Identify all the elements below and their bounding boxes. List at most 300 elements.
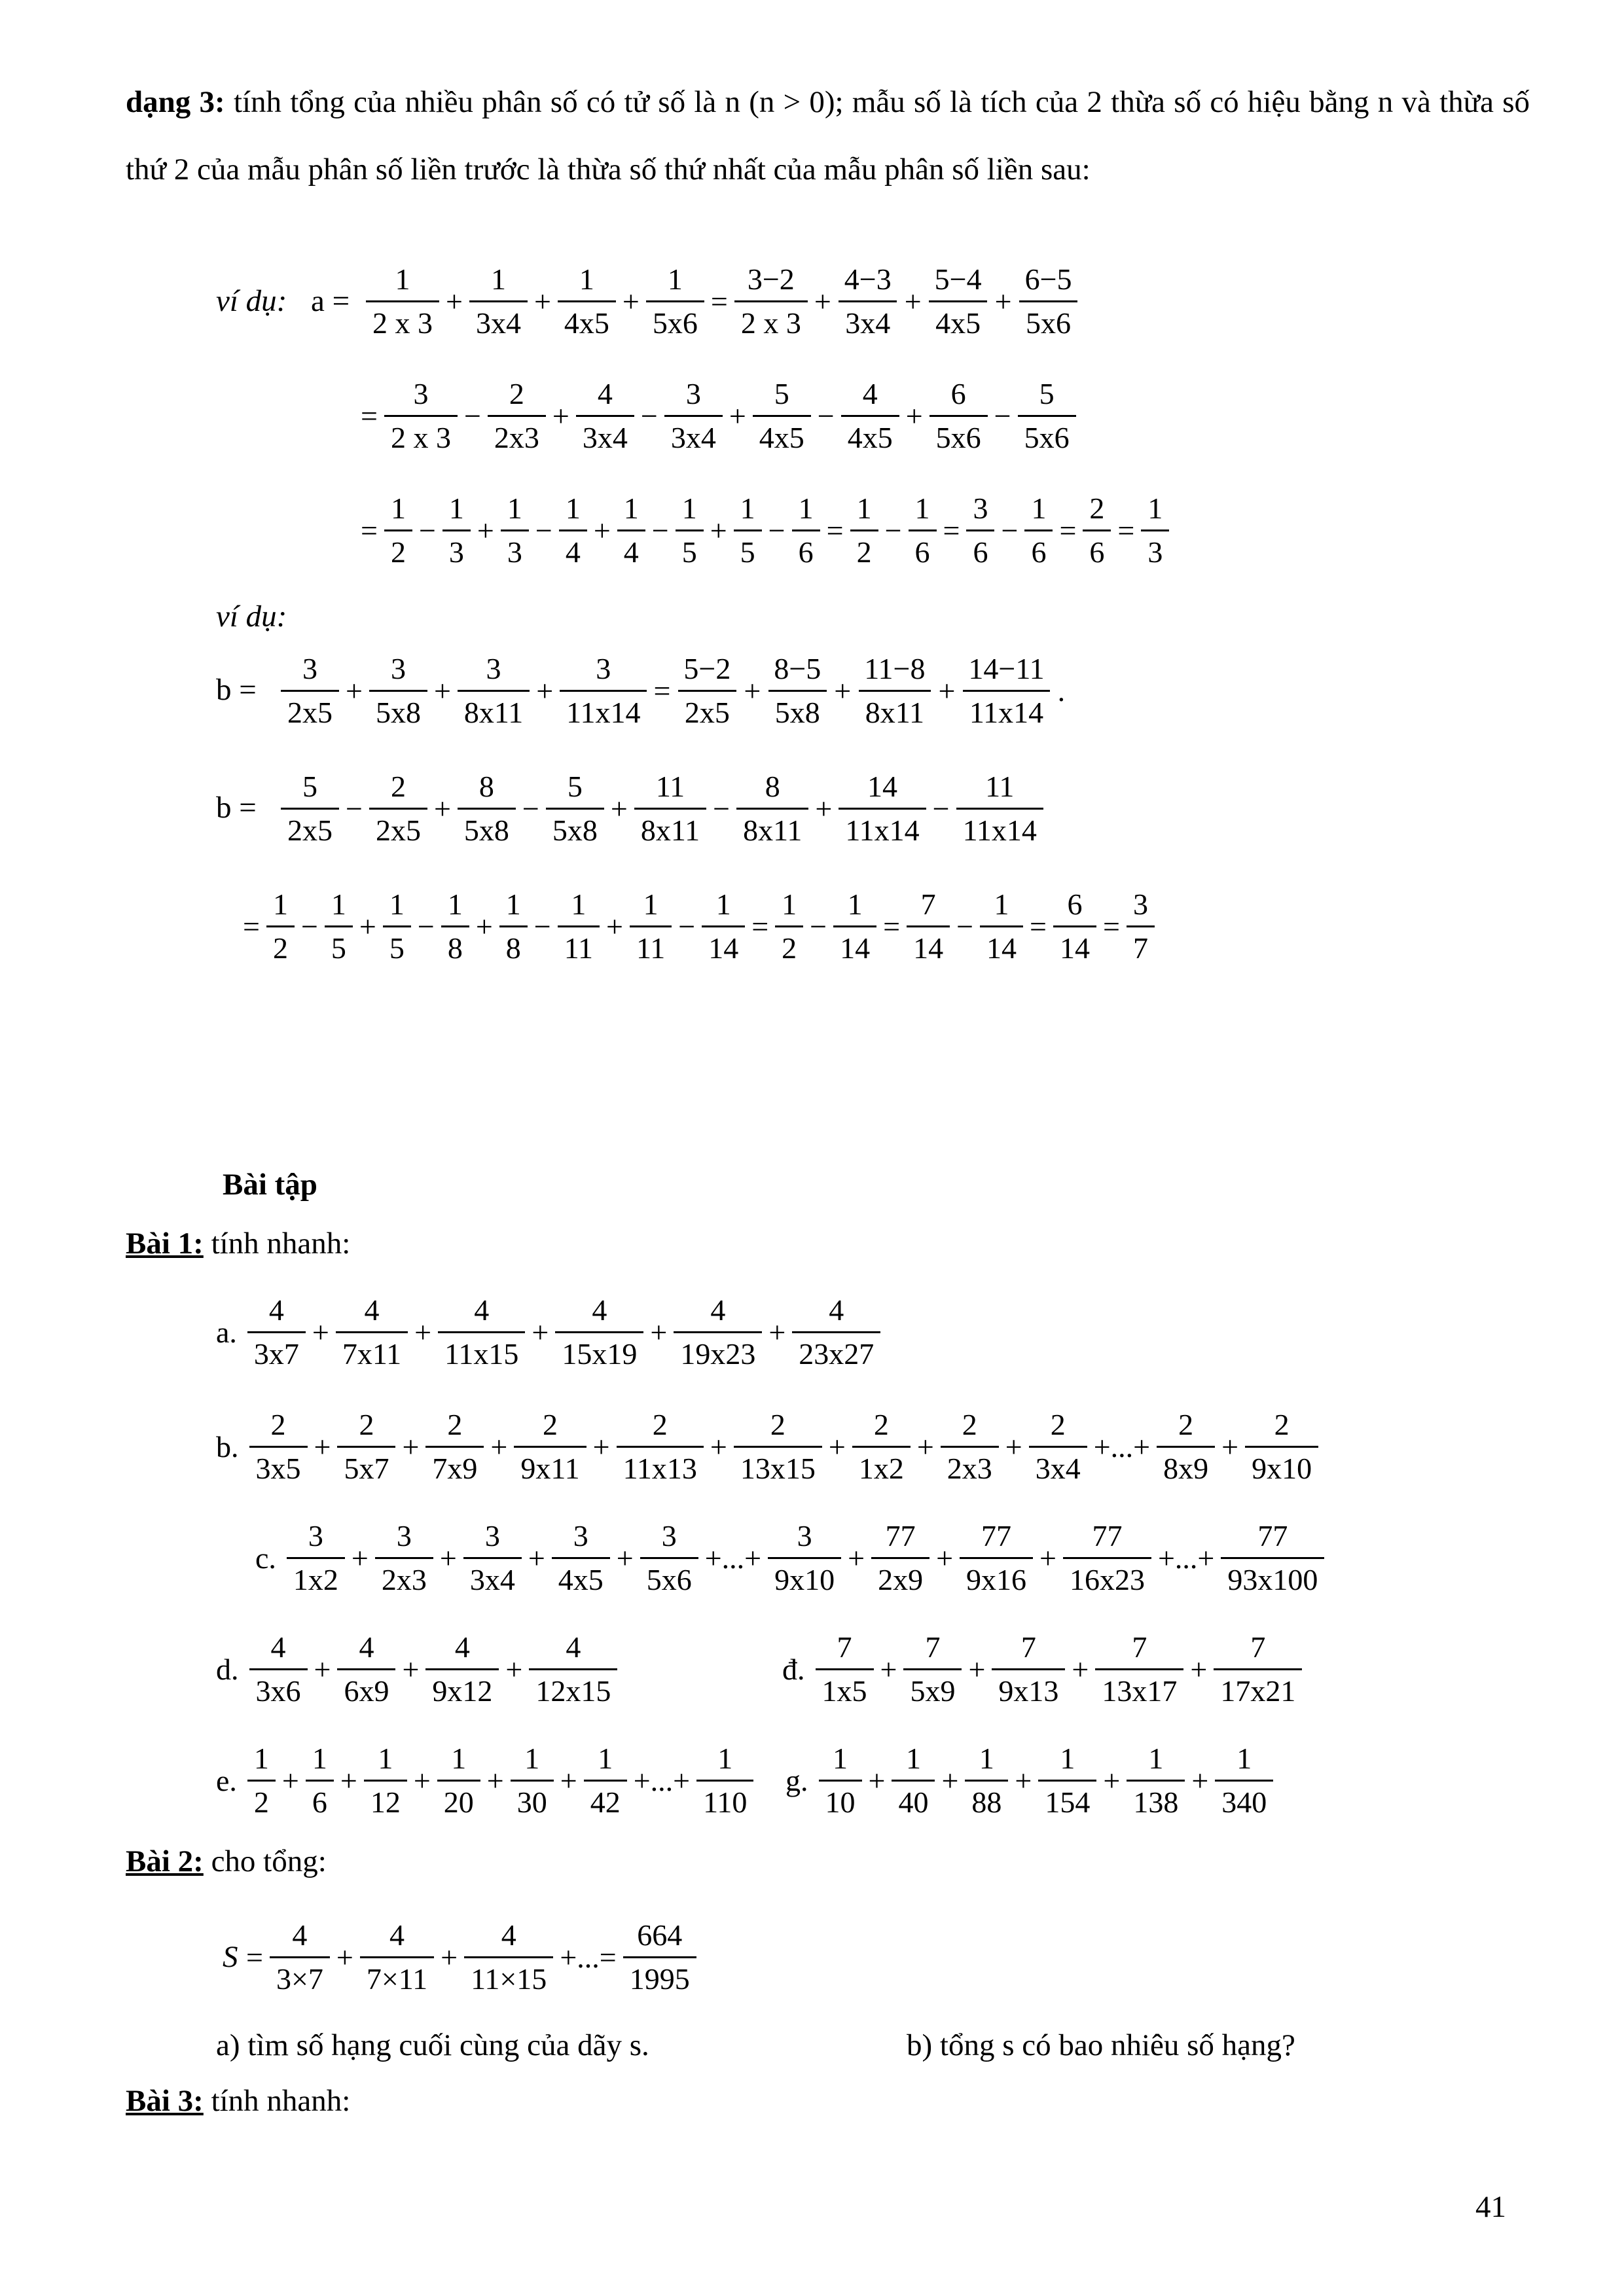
- operator: =: [361, 513, 378, 547]
- fraction: [558, 888, 600, 965]
- numerator: 4: [862, 376, 878, 410]
- numerator: 1: [571, 887, 586, 921]
- numerator: 1: [272, 887, 288, 921]
- fraction: [499, 888, 528, 965]
- operator: +: [815, 791, 833, 825]
- numerator: 2: [447, 1407, 463, 1441]
- fraction: [546, 770, 604, 848]
- bai3-line: [126, 2080, 350, 2122]
- operator: −: [346, 791, 363, 825]
- fraction: [281, 652, 339, 730]
- denominator: 110: [696, 1780, 753, 1820]
- denominator: 14: [907, 925, 950, 965]
- operator: +: [828, 1429, 846, 1463]
- operator: +: [475, 909, 493, 943]
- example-a-line-2: [357, 363, 1079, 468]
- page-number: 41: [1475, 2190, 1506, 2224]
- denominator: 9x11: [514, 1446, 586, 1486]
- numerator: 3: [973, 491, 988, 525]
- denominator: 2x5: [281, 808, 339, 848]
- numerator: 1: [390, 491, 406, 525]
- fraction: [1019, 262, 1079, 340]
- denominator: 3: [442, 529, 471, 569]
- denominator: 5x8: [768, 690, 827, 730]
- operator: −: [417, 909, 435, 943]
- numerator: 664: [637, 1918, 683, 1952]
- fraction: [1141, 492, 1169, 569]
- fraction: [469, 262, 528, 340]
- fraction: [270, 1918, 330, 1996]
- operator: +: [941, 1763, 959, 1797]
- denominator: 340: [1215, 1780, 1273, 1820]
- operator: +...+: [1157, 1541, 1215, 1575]
- operator: −: [1001, 513, 1019, 547]
- denominator: 2x5: [369, 808, 427, 848]
- numerator: 3: [685, 376, 701, 410]
- denominator: 8x11: [859, 690, 931, 730]
- operator: +: [1190, 1652, 1208, 1686]
- operator: +...+: [633, 1763, 691, 1797]
- numerator: 1: [740, 491, 755, 525]
- numerator: 77: [885, 1518, 916, 1552]
- fraction: [792, 1293, 880, 1371]
- operator: +: [1221, 1429, 1239, 1463]
- numerator: 2: [359, 1407, 374, 1441]
- numerator: 2: [962, 1407, 977, 1441]
- numerator: 4: [829, 1293, 844, 1327]
- item-label: b.: [216, 1429, 239, 1463]
- fraction: [833, 888, 876, 965]
- operator: −: [522, 791, 539, 825]
- fraction: [941, 1408, 999, 1486]
- denominator: 154: [1038, 1780, 1096, 1820]
- numerator: 1: [715, 887, 731, 921]
- denominator: 5x6: [646, 300, 704, 340]
- numerator: 3: [413, 376, 429, 410]
- numerator: 7: [1020, 1630, 1036, 1664]
- fraction: [247, 1293, 306, 1371]
- numerator: 1: [490, 262, 506, 296]
- fraction: [1024, 492, 1053, 569]
- denominator: 3x4: [664, 415, 723, 455]
- numerator: 1: [1236, 1741, 1252, 1775]
- bai1-label: Bài 1:: [126, 1227, 204, 1261]
- fraction: [425, 1408, 484, 1486]
- numerator: 5: [774, 376, 789, 410]
- fraction: [247, 1742, 276, 1820]
- operator: +: [533, 284, 551, 318]
- numerator: 5: [302, 769, 317, 803]
- fraction: [560, 652, 647, 730]
- fraction: [965, 1742, 1008, 1820]
- fraction: [623, 1918, 696, 1996]
- numerator: 3: [661, 1518, 677, 1552]
- numerator: 1: [643, 887, 659, 921]
- exercise-e: [216, 1728, 756, 1833]
- fraction: [337, 1630, 395, 1708]
- fraction: [892, 1742, 935, 1820]
- fraction: [383, 888, 411, 965]
- numerator: 1: [1031, 491, 1047, 525]
- denominator: 93x100: [1221, 1557, 1324, 1597]
- exercise-a: [216, 1280, 883, 1384]
- fraction: [702, 888, 745, 965]
- example-b-line-2: [278, 756, 1046, 861]
- denominator: 3x4: [1029, 1446, 1087, 1486]
- fraction: [555, 1293, 643, 1371]
- operator: +: [359, 909, 376, 943]
- fraction: [249, 1408, 308, 1486]
- denominator: 20: [437, 1780, 480, 1820]
- operator: +: [1072, 1652, 1089, 1686]
- operator: +...+: [704, 1541, 762, 1575]
- numerator: 1: [667, 262, 683, 296]
- operator: −: [651, 513, 669, 547]
- operator: +: [834, 673, 852, 708]
- operator: +: [868, 1763, 886, 1797]
- operator: =: [1117, 513, 1135, 547]
- numerator: 4: [454, 1630, 470, 1664]
- bai1-text: tính nhanh:: [211, 1227, 351, 1261]
- operator: −: [418, 513, 436, 547]
- exercises-title: Bài tập: [223, 1168, 317, 1202]
- operator: −: [678, 909, 696, 943]
- numerator: 7: [925, 1630, 941, 1664]
- numerator: 2: [1050, 1407, 1066, 1441]
- denominator: 2: [384, 529, 412, 569]
- numerator: 2: [509, 376, 524, 410]
- denominator: 9x10: [1245, 1446, 1318, 1486]
- denominator: 1995: [623, 1956, 696, 1996]
- example-a-line-1: [363, 249, 1081, 353]
- numerator: 1: [389, 887, 405, 921]
- denominator: 7×11: [360, 1956, 434, 1996]
- fraction: [664, 377, 723, 455]
- operator: −: [768, 513, 785, 547]
- numerator: 2: [652, 1407, 668, 1441]
- numerator: 1: [914, 491, 930, 525]
- fraction: [838, 262, 898, 340]
- numerator: 3: [484, 1518, 500, 1552]
- fraction: [437, 1742, 480, 1820]
- bai2-sum: [242, 1905, 699, 2009]
- numerator: 1: [798, 491, 814, 525]
- fraction: [630, 888, 672, 965]
- operator: +: [1103, 1763, 1121, 1797]
- denominator: 5x8: [546, 808, 604, 848]
- numerator: 2: [873, 1407, 889, 1441]
- numerator: 1: [565, 491, 581, 525]
- denominator: 2 x 3: [384, 415, 458, 455]
- denominator: 6: [792, 529, 820, 569]
- fraction: [634, 770, 706, 848]
- fraction: [792, 492, 820, 569]
- fraction: [1245, 1408, 1318, 1486]
- bai2-line: [126, 1840, 327, 1882]
- numerator: 4: [566, 1630, 581, 1664]
- operator: =: [1102, 909, 1120, 943]
- example-b-lhs-1: b =: [216, 673, 257, 707]
- denominator: 8x11: [736, 808, 808, 848]
- denominator: 2: [266, 925, 295, 965]
- denominator: 1x2: [852, 1446, 911, 1486]
- denominator: 15x19: [555, 1331, 643, 1371]
- exercise-d: [216, 1617, 620, 1721]
- fraction: [249, 1630, 308, 1708]
- numerator: 2: [770, 1407, 785, 1441]
- denominator: 3x4: [463, 1557, 522, 1597]
- fraction: [753, 377, 811, 455]
- operator: +: [433, 673, 451, 708]
- operator: +: [710, 513, 727, 547]
- denominator: 5x7: [337, 1446, 395, 1486]
- numerator: 2: [1178, 1407, 1194, 1441]
- denominator: 5: [383, 925, 411, 965]
- operator: +: [814, 284, 831, 318]
- fraction: [325, 888, 353, 965]
- numerator: 6: [1067, 887, 1083, 921]
- operator: −: [300, 909, 318, 943]
- numerator: 6−5: [1024, 262, 1072, 296]
- fraction: [1215, 1742, 1273, 1820]
- numerator: 3: [390, 651, 406, 685]
- denominator: 6: [1024, 529, 1053, 569]
- numerator: 4: [597, 376, 613, 410]
- denominator: 8: [499, 925, 528, 965]
- numerator: 4: [292, 1918, 308, 1952]
- denominator: 4: [559, 529, 587, 569]
- fraction: [857, 652, 931, 730]
- numerator: 5: [1039, 376, 1055, 410]
- bai3-text: tính nhanh:: [211, 2084, 351, 2118]
- fraction: [1127, 888, 1155, 965]
- numerator: 8−5: [774, 651, 821, 685]
- denominator: 8x11: [634, 808, 706, 848]
- fraction: [734, 492, 762, 569]
- fraction: [816, 1630, 874, 1708]
- numerator: 77: [981, 1518, 1012, 1552]
- numerator: 5: [567, 769, 583, 803]
- numerator: 1: [979, 1741, 994, 1775]
- fraction: [287, 1519, 345, 1597]
- bai2-s-label: S: [223, 1940, 238, 1974]
- fraction: [775, 888, 803, 965]
- item-label: đ.: [782, 1652, 805, 1686]
- denominator: 16x23: [1063, 1557, 1151, 1597]
- operator: +: [490, 1429, 508, 1463]
- denominator: 7: [1127, 925, 1155, 965]
- fraction: [736, 770, 808, 848]
- operator: +: [402, 1429, 420, 1463]
- denominator: 4x5: [841, 415, 899, 455]
- numerator: 1: [451, 1741, 467, 1775]
- fraction: [501, 492, 529, 569]
- operator: +: [441, 1940, 458, 1974]
- fraction: [438, 1293, 525, 1371]
- fraction: [529, 1630, 617, 1708]
- operator: +: [433, 791, 451, 825]
- numerator: 1: [253, 1741, 269, 1775]
- fraction: [676, 492, 704, 569]
- denominator: 40: [892, 1780, 935, 1820]
- example-b-line-1: [278, 638, 1069, 743]
- numerator: 1: [717, 1741, 733, 1775]
- denominator: 3x4: [469, 300, 528, 340]
- operator: +: [314, 1429, 331, 1463]
- numerator: 4: [270, 1630, 286, 1664]
- fraction: [1221, 1519, 1324, 1597]
- numerator: 8: [765, 769, 780, 803]
- fraction: [488, 377, 546, 455]
- operator: =: [1059, 513, 1077, 547]
- denominator: 11x13: [617, 1446, 704, 1486]
- numerator: 11: [985, 769, 1015, 803]
- fraction: [992, 1630, 1065, 1708]
- fraction: [425, 1630, 499, 1708]
- numerator: 1: [782, 887, 797, 921]
- denominator: 5x6: [1018, 415, 1076, 455]
- numerator: 2: [390, 769, 406, 803]
- operator: +: [536, 673, 554, 708]
- fraction: [1157, 1408, 1215, 1486]
- fraction: [734, 1408, 822, 1486]
- fraction: [514, 1408, 586, 1486]
- denominator: 2x3: [488, 415, 546, 455]
- numerator: 7: [1250, 1630, 1266, 1664]
- denominator: 11×15: [464, 1956, 553, 1996]
- fraction: [1053, 888, 1096, 965]
- operator: +: [848, 1541, 865, 1575]
- numerator: 1: [447, 887, 463, 921]
- operator: =: [653, 673, 671, 708]
- fraction: [819, 1742, 862, 1820]
- denominator: 88: [965, 1780, 1008, 1820]
- numerator: 3: [596, 651, 611, 685]
- numerator: 4: [710, 1293, 726, 1327]
- exercise-b: [216, 1394, 1321, 1499]
- fraction: [928, 262, 988, 340]
- fraction: [559, 492, 587, 569]
- operator: +: [552, 399, 569, 433]
- operator: +: [1005, 1429, 1022, 1463]
- denominator: 6x9: [337, 1668, 395, 1708]
- operator: +: [593, 513, 611, 547]
- operator: +: [477, 513, 494, 547]
- fraction: [369, 652, 427, 730]
- intro-paragraph: [126, 69, 1530, 204]
- denominator: 5: [734, 529, 762, 569]
- item-label: a.: [216, 1315, 237, 1349]
- fraction: [966, 492, 994, 569]
- operator: +...+: [1093, 1429, 1151, 1463]
- fraction: [852, 1408, 911, 1486]
- operator: +: [610, 791, 628, 825]
- operator: +: [351, 1541, 369, 1575]
- fraction: [576, 377, 634, 455]
- example-a-line-3: [357, 478, 1172, 583]
- operator: =: [710, 284, 728, 318]
- fraction: [366, 262, 439, 340]
- denominator: 30: [511, 1780, 554, 1820]
- operator: −: [533, 909, 551, 943]
- fraction: [458, 652, 530, 730]
- numerator: 2: [543, 1407, 558, 1441]
- numerator: 1: [524, 1741, 540, 1775]
- numerator: 4: [474, 1293, 490, 1327]
- operator: −: [810, 909, 827, 943]
- numerator: 1: [905, 1741, 921, 1775]
- fraction: [337, 1408, 395, 1486]
- operator: +: [616, 1541, 634, 1575]
- bai2-label: Bài 2:: [126, 1844, 204, 1878]
- fraction: [696, 1742, 753, 1820]
- fraction: [767, 652, 827, 730]
- numerator: 1: [1060, 1741, 1075, 1775]
- operator: −: [713, 791, 731, 825]
- fraction: [584, 1742, 627, 1820]
- fraction: [441, 888, 469, 965]
- numerator: 6: [950, 376, 966, 410]
- numerator: 2: [270, 1407, 286, 1441]
- fraction: [734, 262, 808, 340]
- fraction: [980, 888, 1023, 965]
- numerator: 4: [389, 1918, 405, 1952]
- denominator: 4x5: [552, 1557, 610, 1597]
- denominator: 1x5: [816, 1668, 874, 1708]
- denominator: 14: [833, 925, 876, 965]
- operator: +: [336, 1940, 353, 1974]
- fraction: [640, 1519, 698, 1597]
- denominator: 2: [850, 529, 878, 569]
- denominator: 5x8: [458, 808, 516, 848]
- denominator: 42: [584, 1780, 627, 1820]
- operator: +: [592, 1429, 610, 1463]
- denominator: 2x3: [941, 1446, 999, 1486]
- fraction: [677, 652, 737, 730]
- denominator: 3×7: [270, 1956, 330, 1996]
- operator: +: [413, 1763, 431, 1797]
- operator: −: [817, 399, 835, 433]
- numerator: 4: [359, 1630, 374, 1664]
- operator: −: [640, 399, 658, 433]
- denominator: 6: [306, 1780, 334, 1820]
- operator: +: [486, 1763, 504, 1797]
- numerator: 14: [867, 769, 897, 803]
- denominator: 7x9: [425, 1446, 484, 1486]
- fraction: [369, 770, 427, 848]
- denominator: 14: [702, 925, 745, 965]
- bai1-line: [126, 1223, 350, 1265]
- fraction: [558, 262, 616, 340]
- denominator: 13x17: [1095, 1668, 1183, 1708]
- denominator: 5x6: [1019, 300, 1077, 340]
- operator: −: [884, 513, 902, 547]
- denominator: 5x6: [929, 415, 988, 455]
- item-label: d.: [216, 1652, 239, 1686]
- denominator: 17x21: [1214, 1668, 1302, 1708]
- operator: +: [1015, 1763, 1032, 1797]
- numerator: 1: [833, 1741, 848, 1775]
- fraction: [1083, 492, 1111, 569]
- operator: +: [938, 673, 956, 708]
- numerator: 1: [378, 1741, 393, 1775]
- fraction: [768, 1519, 841, 1597]
- denominator: 11x14: [956, 808, 1043, 848]
- fraction: [929, 377, 988, 455]
- operator: +: [936, 1541, 954, 1575]
- denominator: 2: [247, 1780, 276, 1820]
- operator: =: [361, 399, 378, 433]
